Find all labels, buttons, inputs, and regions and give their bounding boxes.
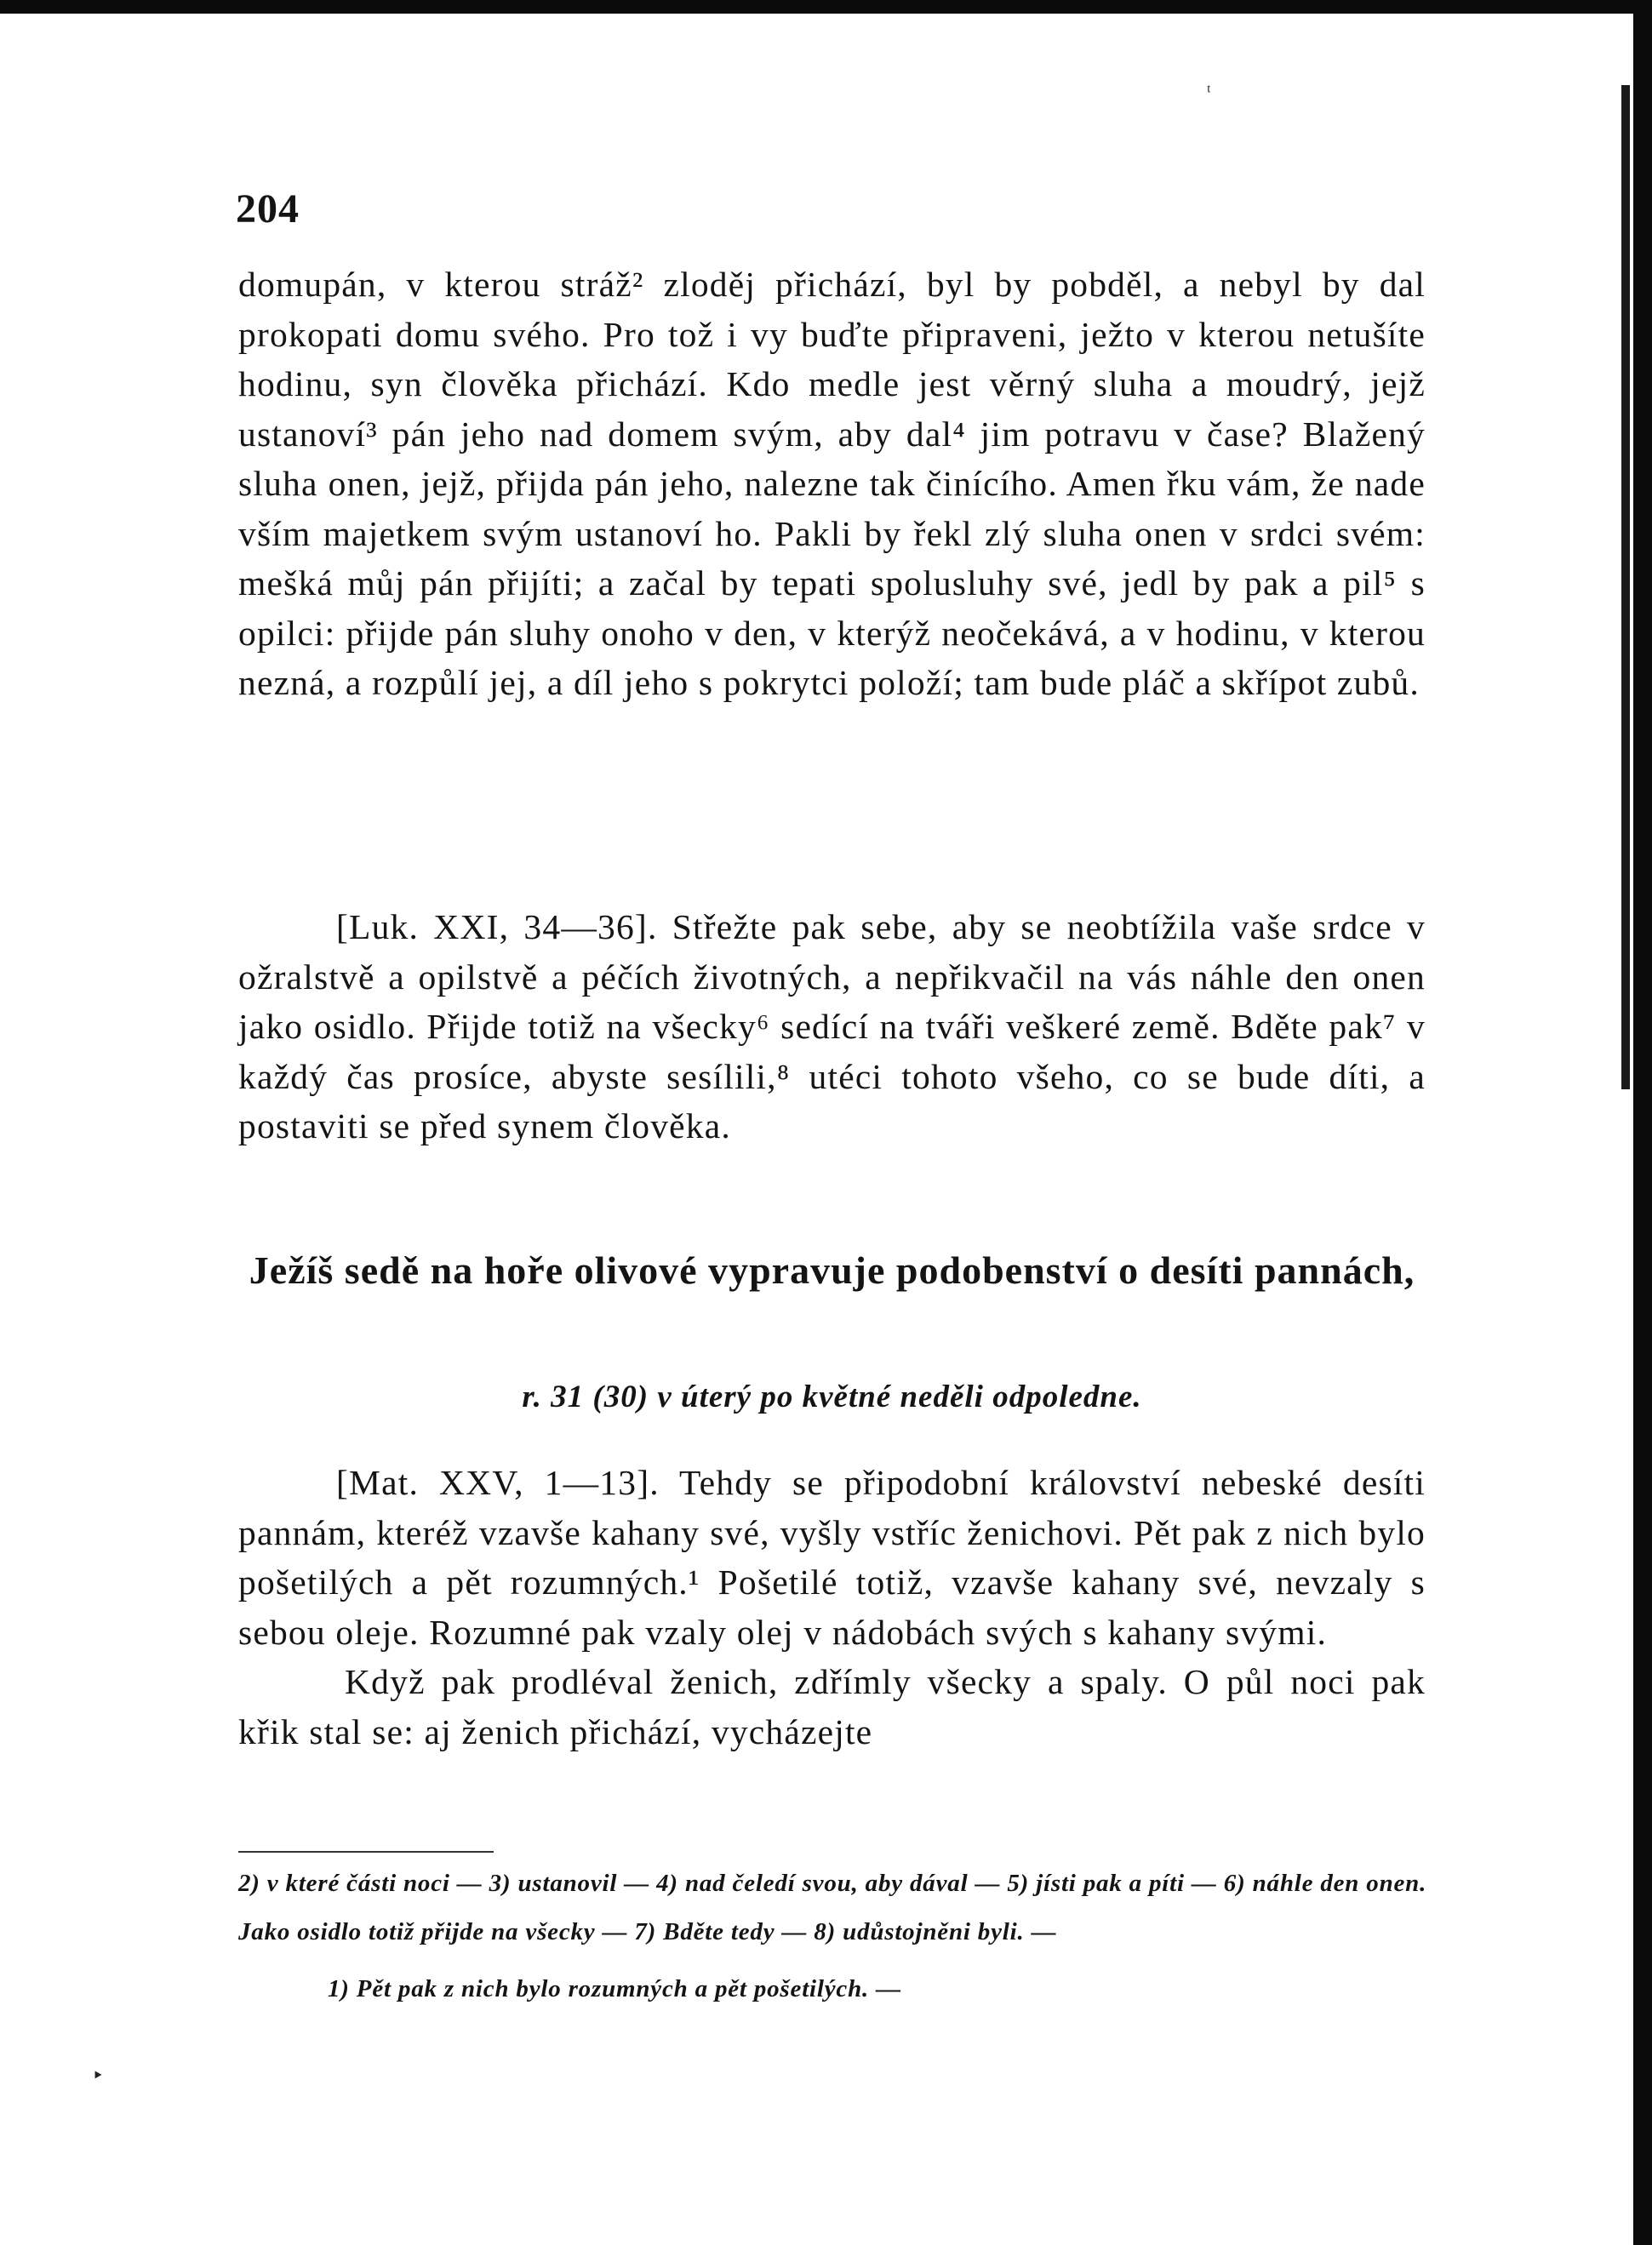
- paragraph: domupán, v kterou stráž² zloděj přichází, byl by pobděl, a nebyl by dal prokopati domu svého. Pro tož i vy buďte připraveni, ježto v kterou netušíte hodinu, syn člověka přichází. Kdo medle jest věrný sluha a moudrý, jejž ustanoví³ pán jeho nad domem svým, aby dal⁴ jim potravu v čase? Blažený sluha onen, jejž, přijda pán jeho, nalezne tak činícího. Amen řku vám, že nade vším majetkem svým ustanoví ho. Pakli by řekl zlý sluha onen v srdci svém: mešká můj pán přijíti; a začal by tepati spolusluhy své, jedl by pak a pil⁵ s opilci: přijde pán sluhy onoho v den, v kterýž neočekává, a v hodinu, v kterou nezná, a rozpůlí jej, a díl jeho s pokrytci položí; tam bude pláč a skřípot zubů.: [238, 265, 1426, 702]
- stray-mark: ‣: [92, 2065, 105, 2088]
- footnote-rule: [238, 1851, 494, 1853]
- scan-border-top: [0, 0, 1652, 14]
- scan-border-right: [1633, 0, 1652, 2245]
- stray-mark: ᵗ: [1207, 81, 1211, 103]
- paragraph: [Luk. XXI, 34—36]. Střežte pak sebe, aby se neobtížila vaše srdce v ožralstvě a opilstvě a péčích životných, a nepřikvačil na vás náhle den onen jako osidlo. Přijde totiž na všecky⁶ sedící na tváři veškeré země. Bděte pak⁷ v každý čas prosíce, abyste sesílili,⁸ utéci tohoto všeho, co se bude díti, a postaviti se před synem člověka.: [238, 907, 1426, 1145]
- footnote-list: 1) Pět pak z nich bylo rozumných a pět pošetilých. —: [328, 1975, 901, 2002]
- text-block-upper: [238, 260, 1426, 708]
- footnotes: [238, 1859, 1447, 2014]
- page-edge-shadow: [1621, 85, 1630, 1089]
- page-number: 204: [236, 186, 300, 231]
- section-heading: Ježíš sedě na hoře olivové vypravuje podobenství o desíti pannách,: [249, 1248, 1415, 1292]
- footnote-list: 2) v které části noci — 3) ustanovil — 4) nad čeledí svou, aby dával — 5) jísti pak a píti — 6) náhle den onen. Jako osidlo totiž přijde na všecky — 7) Bděte tedy — 8) udůstojněni byli. —: [238, 1870, 1427, 1945]
- section-subheading: r. 31 (30) v úterý po květné neděli odpoledne.: [522, 1380, 1142, 1414]
- paragraph: Když pak prodléval ženich, zdřímly všecky a spaly. O půl noci pak křik stal se: aj ženich přichází, vycházejte: [238, 1662, 1426, 1751]
- text-block-matthew: [238, 1458, 1426, 1757]
- text-block-luke: [238, 902, 1426, 1151]
- paragraph: [Mat. XXV, 1—13]. Tehdy se připodobní království nebeské desíti pannám, kteréž vzavše kahany své, vyšly vstříc ženichovi. Pět pak z nich bylo pošetilých a pět rozumných.¹ Pošetilé totiž, vzavše kahany své, nevzaly s sebou oleje. Rozumné pak vzaly olej v nádobách svých s kahany svými.: [238, 1463, 1426, 1652]
